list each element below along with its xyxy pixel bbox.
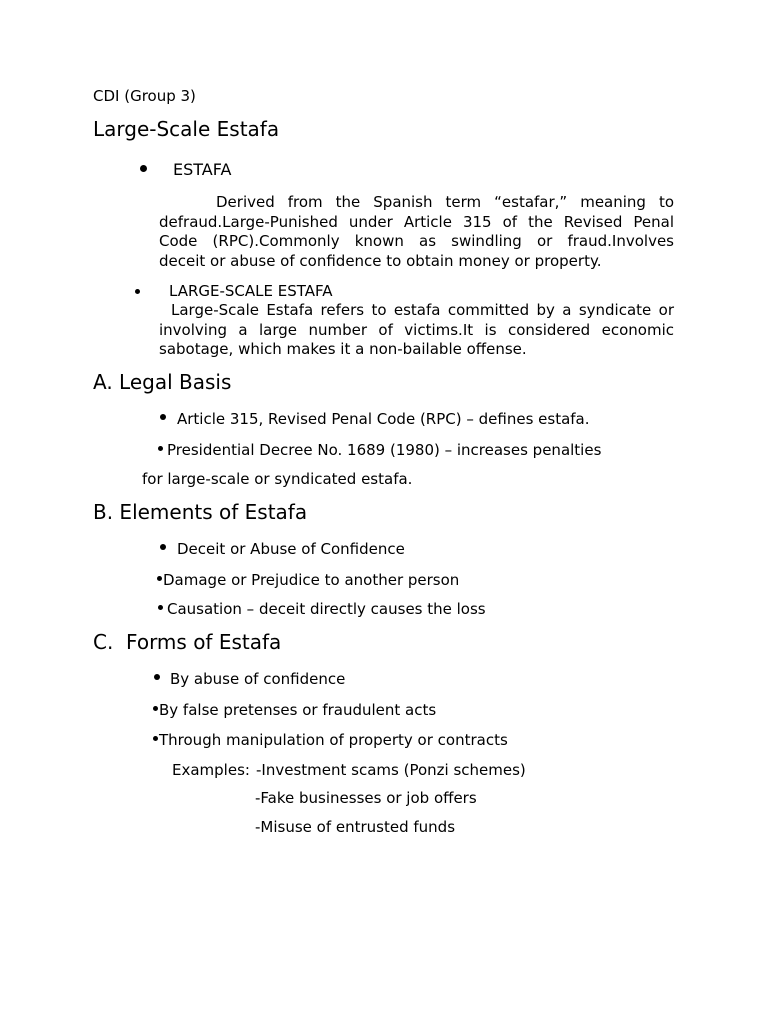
estafa-line-3: Code (RPC).Commonly known as swindling or fraud.Involves [159, 232, 674, 251]
forms-item-1: By abuse of confidence [170, 670, 346, 688]
legal-basis-item-2-continued: for large-scale or syndicated estafa. [142, 470, 413, 488]
example-2: -Fake businesses or job offers [255, 789, 477, 807]
legal-basis-item-2 [158, 441, 601, 459]
bullet-icon [158, 446, 163, 451]
forms-item-2 [153, 701, 436, 719]
course-label: CDI (Group 3) [93, 87, 196, 105]
estafa-line-2: defraud.Large-Punished under Article 315 of the Revised Penal [159, 212, 674, 231]
large-scale-heading: LARGE-SCALE ESTAFA [169, 282, 333, 300]
elements-item-3-text: Causation – deceit directly causes the loss [167, 600, 486, 618]
legal-basis-item-2-text: Presidential Decree No. 1689 (1980) – increases penalties [167, 441, 602, 459]
legal-basis-heading: A. Legal Basis [93, 370, 232, 394]
bullet-icon [153, 736, 158, 741]
elements-heading: B. Elements of Estafa [93, 500, 308, 524]
forms-item-3 [153, 731, 508, 749]
elements-item-3 [158, 600, 486, 618]
forms-item-2-text: By false pretenses or fraudulent acts [159, 701, 437, 719]
bullet-icon [154, 674, 160, 680]
bullet-icon [135, 289, 140, 294]
bullet-icon [140, 165, 147, 172]
bullet-icon [157, 576, 162, 581]
large-scale-line-2: involving a large number of victims.It is considered economic [159, 320, 674, 339]
example-3: -Misuse of entrusted funds [255, 818, 456, 836]
estafa-heading: ESTAFA [173, 160, 232, 179]
estafa-paragraph [159, 193, 674, 272]
estafa-line-1: Derived from the Spanish term “estafar,” meaning to [216, 193, 674, 211]
bullet-icon [160, 544, 166, 550]
document-title: Large-Scale Estafa [93, 117, 280, 141]
examples-label: Examples: [172, 761, 250, 779]
example-1: -Investment scams (Ponzi schemes) [256, 761, 526, 779]
elements-item-2 [157, 571, 459, 589]
bullet-icon [160, 414, 166, 420]
large-scale-paragraph [159, 301, 674, 360]
legal-basis-item-1: Article 315, Revised Penal Code (RPC) – defines estafa. [177, 410, 590, 428]
forms-heading: C. Forms of Estafa [93, 630, 282, 654]
estafa-line-4: deceit or abuse of confidence to obtain money or property. [159, 252, 602, 271]
bullet-icon [153, 706, 158, 711]
elements-item-1: Deceit or Abuse of Confidence [177, 540, 405, 558]
elements-item-2-text: Damage or Prejudice to another person [163, 571, 460, 589]
forms-item-3-text: Through manipulation of property or contracts [159, 731, 508, 749]
bullet-icon [158, 605, 163, 610]
large-scale-line-1: Large-Scale Estafa refers to estafa committed by a syndicate or [171, 301, 674, 319]
large-scale-line-3: sabotage, which makes it a non-bailable offense. [159, 340, 527, 359]
